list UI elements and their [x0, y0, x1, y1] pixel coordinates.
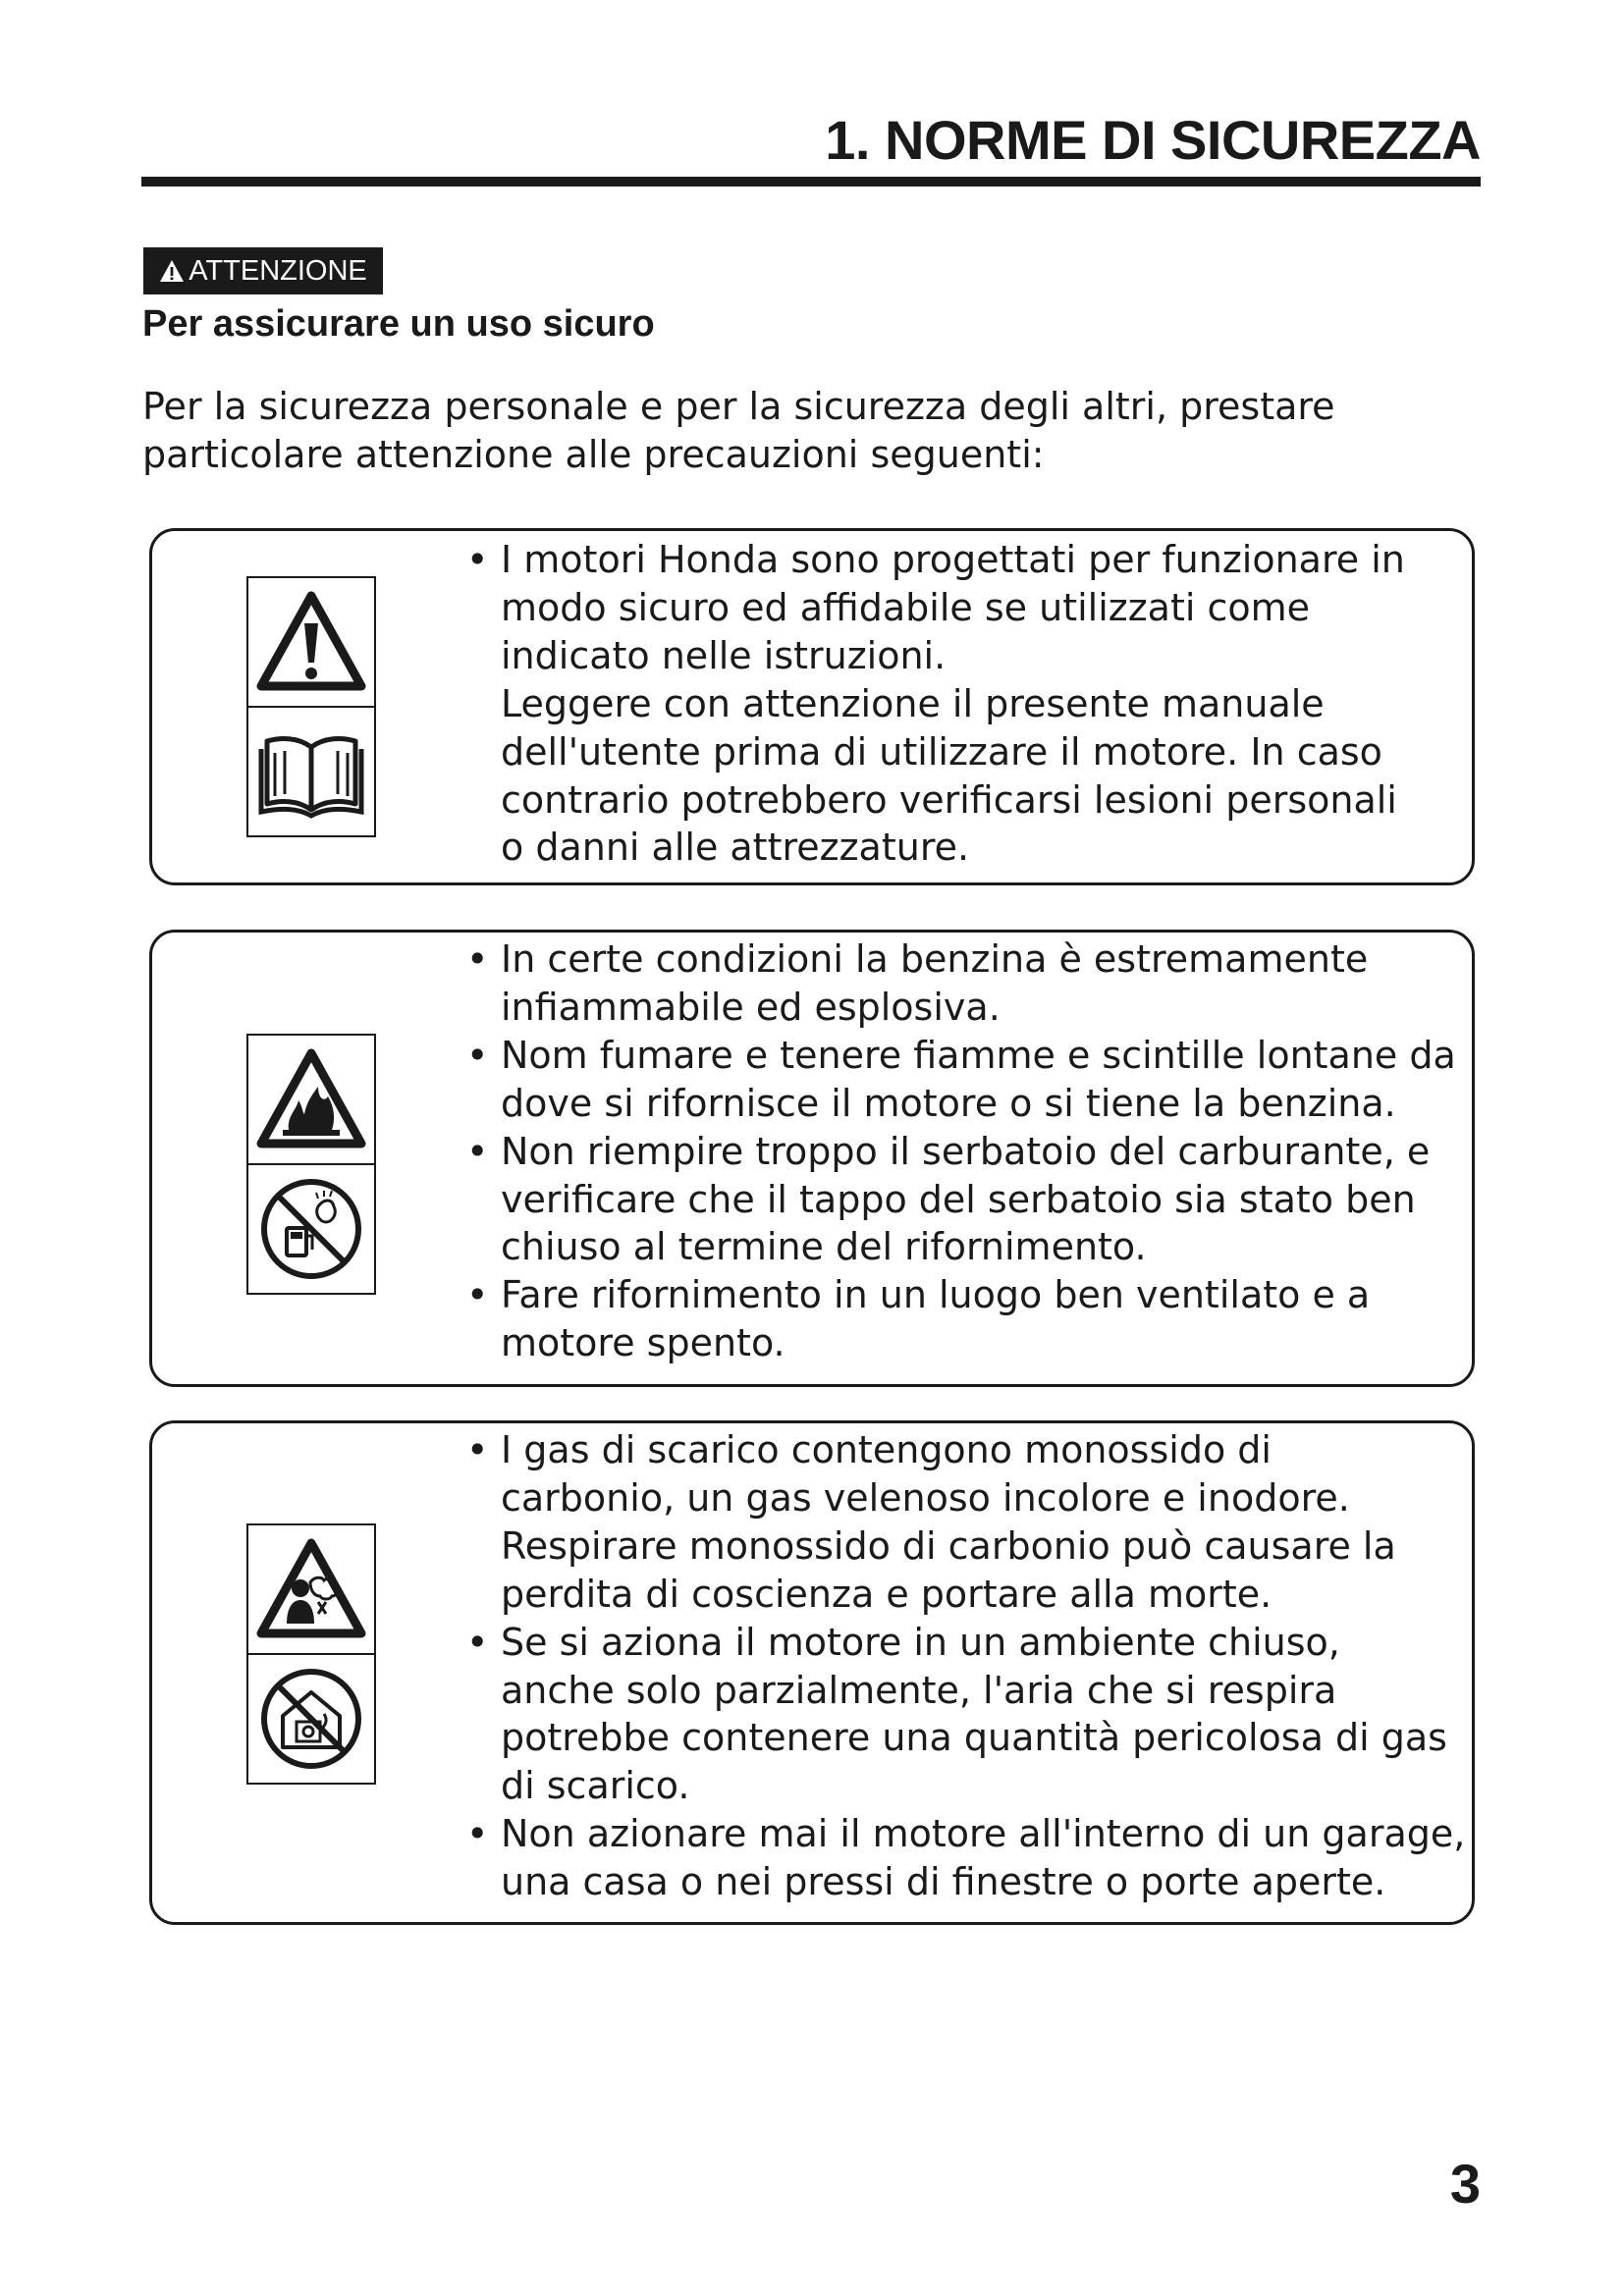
pictogram: [248, 1036, 374, 1163]
safety-list: [466, 536, 1405, 872]
caution-exclamation-icon: [253, 584, 369, 700]
safety-box-exhaust: [149, 1420, 1475, 1925]
warning-badge-label: ATTENZIONE: [189, 254, 367, 287]
list-item: [466, 1619, 1465, 1811]
intro-line: Per la sicurezza personale e per la sicurezza degli altri, prestare: [142, 385, 1335, 428]
pictogram: [248, 1163, 374, 1293]
list-item-line: • In certe condizioni la benzina è estremamente: [466, 935, 1456, 984]
pictogram: [248, 1525, 374, 1653]
section-subheading: Per assicurare un uso sicuro: [142, 303, 655, 345]
title-rule: [141, 177, 1481, 187]
warning-badge: [143, 247, 383, 294]
list-item-line: Respirare monossido di carbonio può causare la: [501, 1523, 1396, 1568]
list-item-line: modo sicuro ed affidabile se utilizzati come: [501, 585, 1311, 629]
intro-paragraph: [142, 383, 1478, 479]
list-item-line: dove si rifornisce il motore o si tiene la benzina.: [501, 1081, 1396, 1125]
pictogram: [248, 578, 374, 706]
list-item-line: indicato nelle istruzioni.: [501, 633, 947, 677]
list-item-line: perdita di coscienza e portare alla morte.: [501, 1572, 1272, 1616]
list-item: [466, 1271, 1456, 1367]
toxic-exhaust-gas-icon: [253, 1531, 369, 1647]
no-indoor-operation-icon: [253, 1661, 369, 1777]
list-item: [466, 1426, 1465, 1619]
list-item-line: di scarico.: [501, 1764, 690, 1808]
list-item-line: motore spento.: [501, 1321, 785, 1365]
list-item: [466, 1032, 1456, 1128]
list-item-line: dell'utente prima di utilizzare il motore. In caso: [501, 729, 1382, 774]
safety-list: [466, 935, 1456, 1367]
list-item-line: • Se si aziona il motore in un ambiente chiuso,: [466, 1619, 1465, 1667]
pictogram: [248, 706, 374, 835]
list-item: [466, 1810, 1465, 1906]
pictogram-group: [246, 1034, 376, 1295]
safety-list: [466, 1426, 1465, 1906]
page-number: 3: [1449, 2153, 1481, 2215]
list-item-line: • I gas di scarico contengono monossido di: [466, 1426, 1465, 1474]
list-item-line: potrebbe contenere una quantità pericolosa di gas: [501, 1716, 1447, 1760]
list-item-line: contrario potrebbero verificarsi lesioni personali: [501, 777, 1397, 822]
flammable-fire-icon: [253, 1041, 369, 1157]
safety-box-manual: [149, 528, 1475, 885]
list-item-line: • Non azionare mai il motore all'interno di un garage,: [466, 1810, 1465, 1858]
list-item: [466, 935, 1456, 1032]
list-item-line: • Fare rifornimento in un luogo ben ventilato e a: [466, 1271, 1456, 1319]
list-item-line: verificare che il tappo del serbatoio sia stato ben: [501, 1177, 1416, 1221]
pictogram: [248, 1653, 374, 1783]
pictogram-group: [246, 576, 376, 837]
safety-box-fuel: [149, 930, 1475, 1387]
list-item: [466, 536, 1405, 872]
list-item-line: una casa o nei pressi di finestre o porte aperte.: [501, 1860, 1386, 1904]
list-item-line: o danni alle attrezzature.: [501, 826, 970, 870]
read-manual-book-icon: [253, 714, 369, 829]
no-smoking-refuel-icon: [253, 1171, 369, 1287]
list-item-line: • Non riempire troppo il serbatoio del carburante, e: [466, 1128, 1456, 1176]
list-item-line: chiuso al termine del rifornimento.: [501, 1225, 1147, 1269]
pictogram-group: [246, 1523, 376, 1785]
list-item-line: Leggere con attenzione il presente manuale: [501, 681, 1325, 725]
list-item-line: • I motori Honda sono progettati per funzionare in: [466, 536, 1405, 584]
warning-triangle-icon: [159, 259, 185, 283]
list-item: [466, 1128, 1456, 1272]
list-item-line: carbonio, un gas velenoso incolore e inodore.: [501, 1475, 1350, 1520]
list-item-line: infiammabile ed esplosiva.: [501, 985, 1001, 1029]
list-item-line: anche solo parzialmente, l'aria che si respira: [501, 1668, 1337, 1712]
page-title: 1. NORME DI SICUREZZA: [825, 109, 1481, 171]
intro-line: particolare attenzione alle precauzioni seguenti:: [142, 433, 1045, 476]
list-item-line: • Nom fumare e tenere fiamme e scintille lontane da: [466, 1032, 1456, 1080]
